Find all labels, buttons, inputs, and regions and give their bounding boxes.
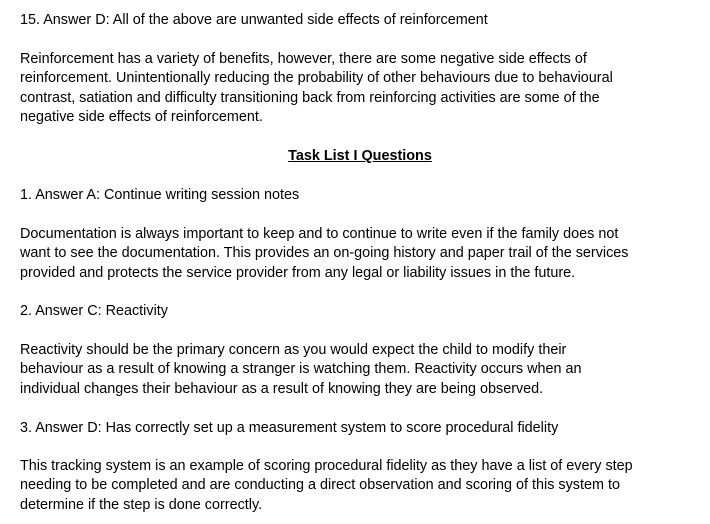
explanation-line: needing to be completed and are conducting a direct observation and scoring of this system to bbox=[20, 477, 620, 494]
explanation-line: Reinforcement has a variety of benefits, however, there are some negative side effects of bbox=[20, 51, 587, 67]
explanation-line: reinforcement. Unintentionally reducing the probability of other behaviours due to behavioural bbox=[20, 70, 613, 87]
explanation-line: negative side effects of reinforcement. bbox=[20, 109, 263, 126]
question-3-answer bbox=[20, 419, 700, 438]
question-3-explanation bbox=[20, 457, 700, 515]
question-2-answer bbox=[20, 302, 700, 321]
answer-15 bbox=[20, 11, 700, 30]
question-1-answer bbox=[20, 186, 700, 205]
answer-line: 3. Answer D: Has correctly set up a measurement system to score procedural fidelity bbox=[20, 420, 559, 436]
answer-line: 2. Answer C: Reactivity bbox=[20, 303, 168, 319]
explanation-line: want to see the documentation. This provides an on-going history and paper trail of the services bbox=[20, 245, 629, 262]
explanation-line: behaviour as a result of knowing a stranger is watching them. Reactivity occurs when an bbox=[20, 361, 582, 378]
explanation-line: This tracking system is an example of scoring procedural fidelity as they have a list of every step bbox=[20, 458, 633, 474]
explanation-line: contrast, satiation and difficulty transitioning back from reinforcing activities are some of the bbox=[20, 89, 600, 106]
answer-line: 1. Answer A: Continue writing session notes bbox=[20, 187, 300, 203]
explanation-line: provided and protects the service provider from any legal or liability issues in the future. bbox=[20, 264, 576, 281]
question-1-explanation bbox=[20, 225, 700, 283]
explanation-line: individual changes their behaviour as a result of knowing they are being observed. bbox=[20, 380, 544, 397]
explanation-line: Documentation is always important to keep and to continue to write even if the family does not bbox=[20, 226, 619, 242]
section-heading-row bbox=[20, 147, 700, 166]
section-heading: Task List I Questions bbox=[288, 148, 432, 164]
answer-line: 15. Answer D: All of the above are unwanted side effects of reinforcement bbox=[20, 12, 488, 28]
explanation-line: Reactivity should be the primary concern as you would expect the child to modify their bbox=[20, 342, 567, 358]
answer-15-explanation bbox=[20, 50, 700, 128]
explanation-line: determine if the step is done correctly. bbox=[20, 496, 263, 513]
question-2-explanation bbox=[20, 341, 700, 399]
